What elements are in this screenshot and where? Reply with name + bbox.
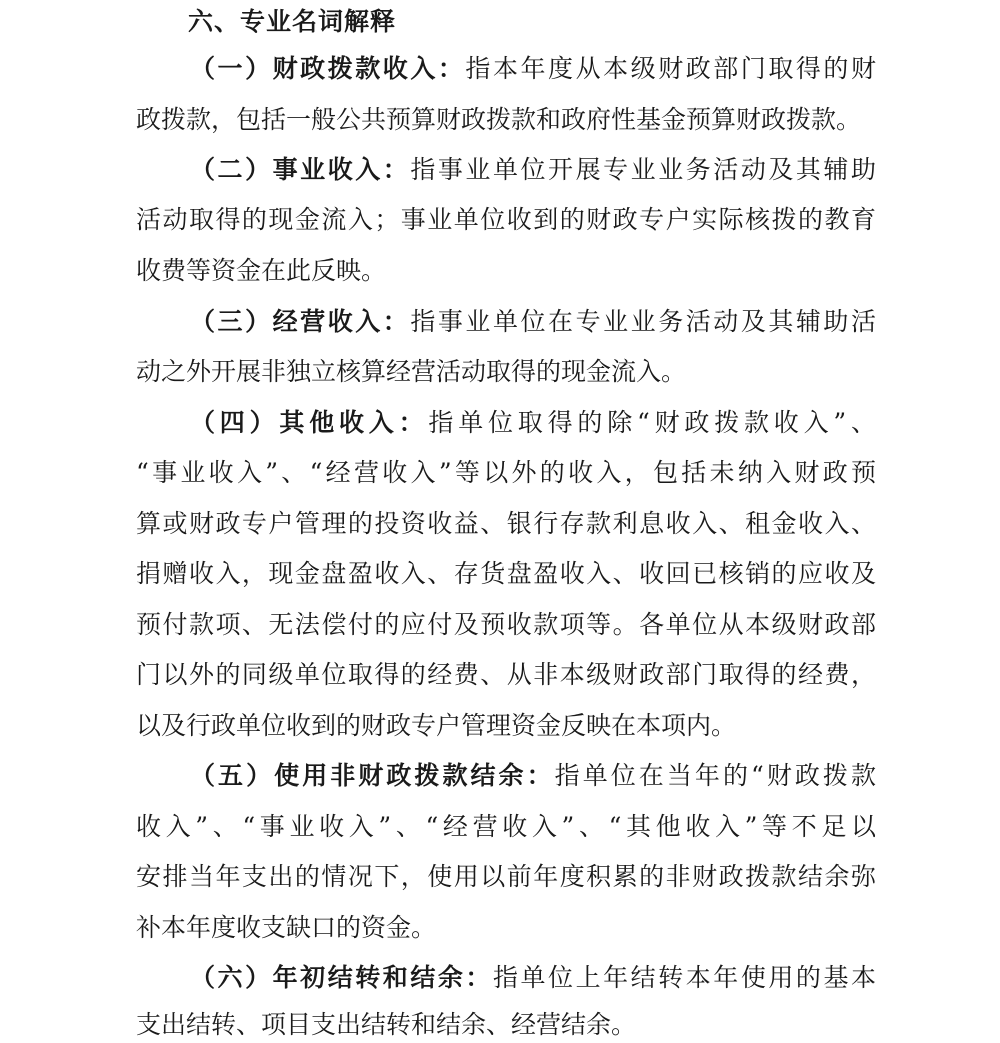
paragraph-3-line-1 xyxy=(190,305,876,339)
term-label: （四）其他收入： xyxy=(190,408,429,437)
paragraph-1-line-2: 政拨款，包括一般公共预算财政拨款和政府性基金预算财政拨款。 xyxy=(136,105,862,134)
paragraph-4-line-3: 算或财政专户管理的投资收益、银行存款利息收入、租金收入、 xyxy=(136,509,876,538)
term-label: （六）年初结转和结余： xyxy=(190,963,493,992)
paragraph-text: 指单位上年结转本年使用的基本 xyxy=(492,963,876,992)
term-label: （一）财政拨款收入： xyxy=(190,54,466,83)
paragraph-2-line-2: 活动取得的现金流入；事业单位收到的财政专户实际核拨的教育 xyxy=(136,205,876,234)
paragraph-4-line-2: “事业收入”、“经营收入”等以外的收入，包括未纳入财政预 xyxy=(136,458,876,487)
paragraph-text: 指本年度从本级财政部门取得的财 xyxy=(465,54,876,83)
term-label: （三）经营收入： xyxy=(190,307,411,336)
paragraph-text: 指单位取得的除“财政拨款收入”、 xyxy=(428,408,876,437)
paragraph-text: 指单位在当年的“财政拨款 xyxy=(554,761,876,790)
paragraph-6-line-1 xyxy=(190,961,876,995)
paragraph-2-line-1 xyxy=(190,153,876,187)
paragraph-4-line-5: 预付款项、无法偿付的应付及预收款项等。各单位从本级财政部 xyxy=(136,610,876,639)
paragraph-2-line-3: 收费等资金在此反映。 xyxy=(136,256,387,285)
paragraph-text: 指事业单位开展专业业务活动及其辅助 xyxy=(410,155,876,184)
paragraph-1-line-1 xyxy=(190,52,876,86)
paragraph-5-line-2: 收入”、“事业收入”、“经营收入”、“其他收入”等不足以 xyxy=(136,812,876,841)
paragraph-5-line-4: 补本年度收支缺口的资金。 xyxy=(136,913,437,942)
paragraph-5-line-3: 安排当年支出的情况下，使用以前年度积累的非财政拨款结余弥 xyxy=(136,862,876,891)
paragraph-text: 指事业单位在专业业务活动及其辅助活 xyxy=(410,307,876,336)
term-label: （二）事业收入： xyxy=(190,155,411,184)
paragraph-4-line-6: 门以外的同级单位取得的经费、从非本级财政部门取得的经费， xyxy=(136,660,876,689)
paragraph-4-line-7: 以及行政单位收到的财政专户管理资金反映在本项内。 xyxy=(136,711,737,740)
paragraph-3-line-2: 动之外开展非独立核算经营活动取得的现金流入。 xyxy=(136,357,687,386)
paragraph-6-line-2: 支出结转、项目支出结转和结余、经营结余。 xyxy=(136,1010,637,1039)
term-label: （五）使用非财政拨款结余： xyxy=(190,761,555,790)
paragraph-4-line-1 xyxy=(190,406,876,440)
section-heading: 六、专业名词解释 xyxy=(188,7,397,36)
paragraph-4-line-4: 捐赠收入，现金盘盈收入、存货盘盈收入、收回已核销的应收及 xyxy=(136,559,876,588)
paragraph-5-line-1 xyxy=(190,759,876,793)
